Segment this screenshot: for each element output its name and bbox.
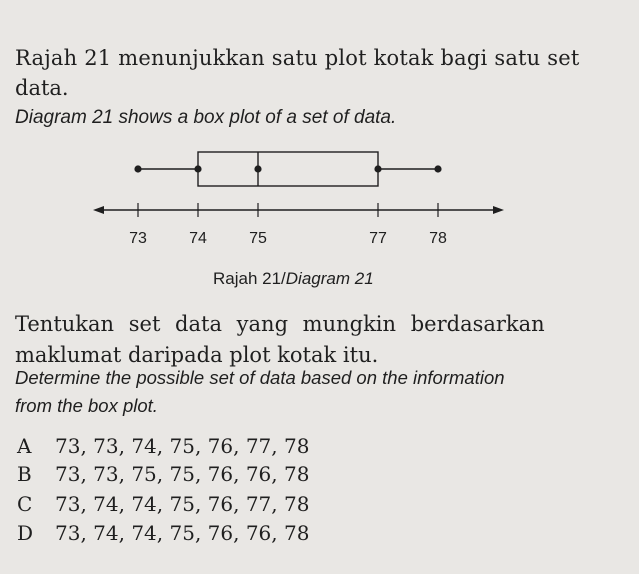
option-letter: B [17, 462, 32, 486]
option-a[interactable] [17, 434, 309, 458]
tick-label-77: 77 [369, 230, 387, 247]
option-text: 73, 73, 74, 75, 76, 77, 78 [55, 434, 310, 458]
caption-english: Diagram 21 [285, 269, 374, 288]
instruction-malay-line-1: Tentukan set data yang mungkin berdasarkan [15, 312, 545, 336]
question-malay-line-2: data. [15, 76, 69, 100]
instruction-english-line-1: Determine the possible set of data based on the information [15, 367, 505, 388]
point-q3 [374, 165, 381, 172]
tick-label-74: 74 [189, 230, 207, 247]
option-letter: C [17, 492, 33, 516]
instruction-malay-line-2: maklumat daripada plot kotak itu. [15, 343, 379, 367]
left-arrow [93, 206, 104, 214]
right-arrow [493, 206, 504, 214]
tick-label-78: 78 [429, 230, 447, 247]
tick-label-75: 75 [249, 230, 267, 247]
tick-label-73: 73 [129, 230, 147, 247]
option-c[interactable] [17, 492, 309, 516]
caption-malay: Rajah 21/ [213, 269, 286, 288]
option-text: 73, 74, 74, 75, 76, 76, 78 [55, 521, 310, 545]
option-b[interactable] [17, 462, 309, 486]
question-malay-line-1: Rajah 21 menunjukkan satu plot kotak bagi satu set [15, 46, 580, 70]
point-min [134, 165, 141, 172]
question-english: Diagram 21 shows a box plot of a set of data. [15, 107, 397, 128]
option-text: 73, 73, 75, 75, 76, 76, 78 [55, 462, 310, 486]
instruction-english-line-2: from the box plot. [15, 395, 158, 416]
point-median [254, 165, 261, 172]
point-q1 [194, 165, 201, 172]
box-plot [0, 140, 639, 250]
option-letter: A [17, 434, 32, 458]
diagram-caption [213, 269, 374, 289]
point-max [434, 165, 441, 172]
option-text: 73, 74, 74, 75, 76, 77, 78 [55, 492, 310, 516]
box [198, 152, 378, 186]
option-letter: D [17, 521, 34, 545]
option-d[interactable] [17, 521, 309, 545]
